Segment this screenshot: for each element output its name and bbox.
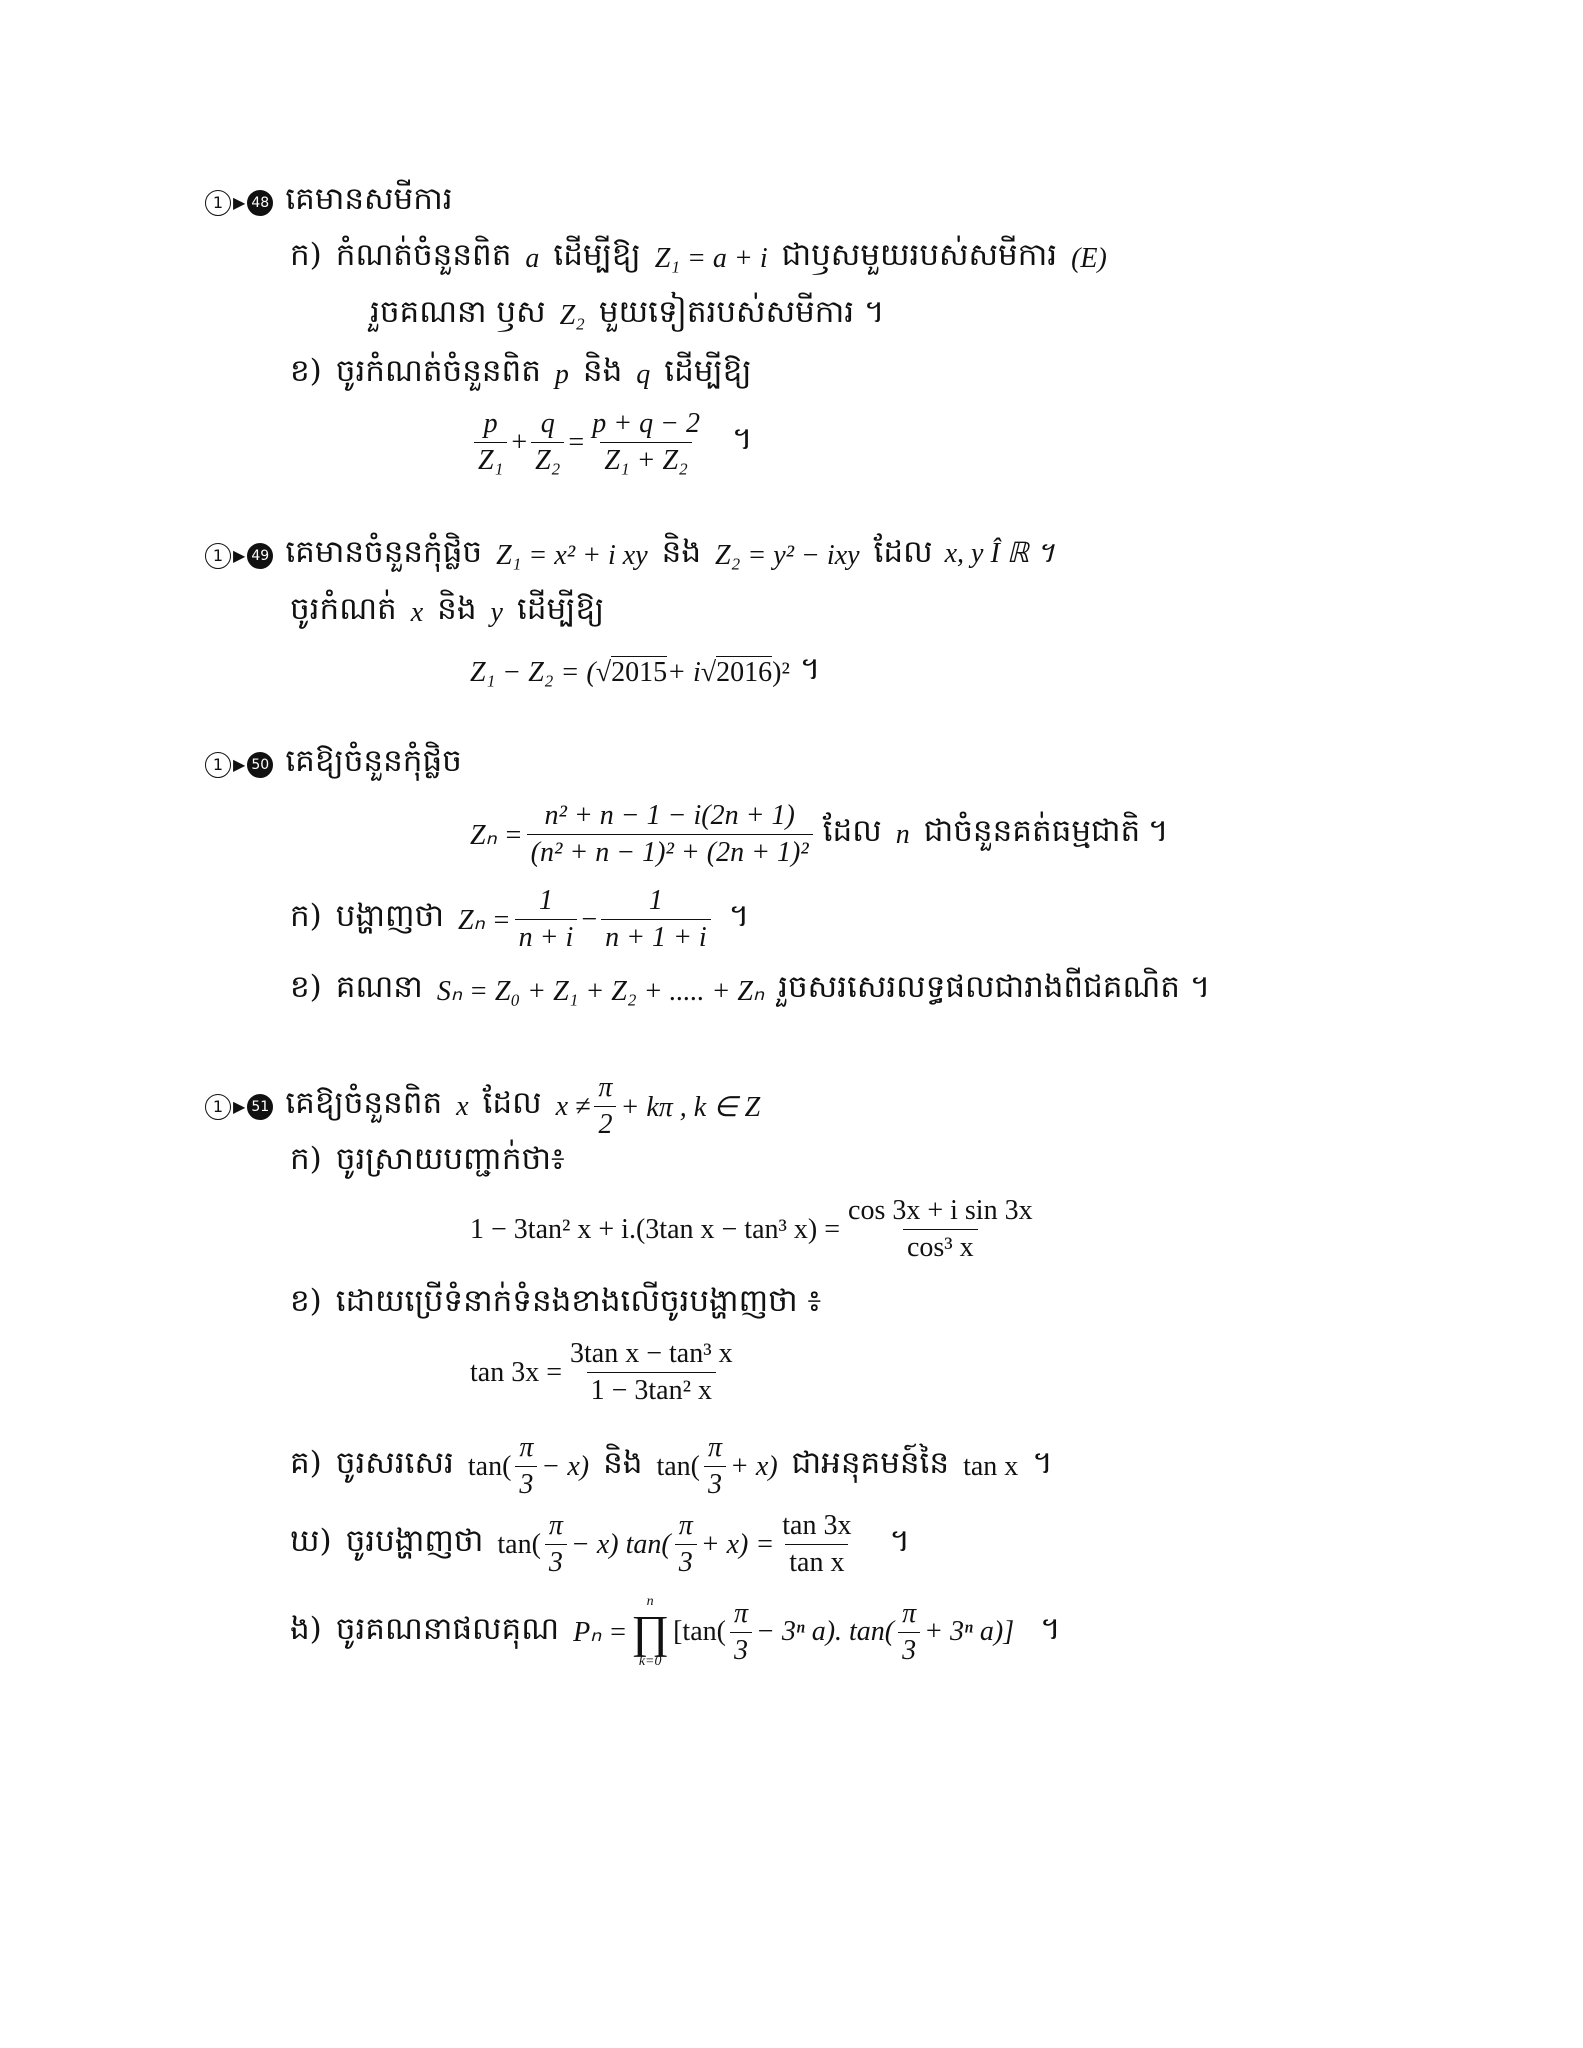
arrow-icon: ▶	[233, 1097, 246, 1116]
problem-51-part-a: ក) ចូរស្រាយបញ្ជាក់ថា៖	[290, 1141, 565, 1177]
product-symbol: n ∏ k=0	[631, 1594, 670, 1669]
problem-49-equation: Z₁ − Z₂ = ( √2015 + i √2016 )² ។	[470, 651, 821, 688]
problem-50-part-b: ខ) គណនា Sₙ = Z₀ + Z₁ + Z₂ + ..... + Zₙ រួចសរសេរលទ្ធផលជារាងពីជគណិត ។	[290, 969, 1211, 1007]
problem-48-equation: $\frac{p}{\text{Z₁}}$ + $\frac{q}{\text{Z₂}}$ = $\frac{p + q - 2}{\text{Z₁ + Z₂}}$ ។	[470, 408, 752, 477]
arrow-icon: ▶	[233, 546, 246, 565]
problem-number: 1 ▶ 51	[205, 1094, 273, 1120]
problem-51-part-a-equation: 1 − 3tan² x + i.(3tan x − tan³ x) = $\frac{\text{cos 3x + i sin 3x}}{\text{cos³ x}}$	[470, 1195, 1033, 1263]
arrow-icon: ▶	[233, 193, 246, 212]
problem-50-part-a: ក) បង្ហាញថា Zₙ = $\frac{1}{n + i}$ − $\frac{1}{n + 1 + i}$ ។	[290, 885, 750, 953]
problem-51-part-b: ខ) ដោយប្រើទំនាក់ទំនងខាងលើចូរបង្ហាញថា ៖	[290, 1283, 822, 1319]
arrow-icon: ▶	[233, 755, 246, 774]
problem-50-zn: Zₙ = $\frac{\text{n² + n − 1 − i(2n + 1)}}{\text{(n² + n − 1)² + (2n + 1)²}}$ ដែល n ជាចំនួនគត់ធម្មជាតិ ។	[470, 800, 1169, 868]
problem-51-part-c: គ) ចូរសរសេរ tan( $\frac{\pi}{3}$ − x) និង tan( $\frac{\pi}{3}$ + x) ជាអនុគមន៍នៃ tan x ។	[290, 1432, 1053, 1500]
problem-48-part-a-line2: រួចគណនា ឫស Z₂ មួយទៀតរបស់សមីការ ។	[370, 294, 885, 331]
problem-number: 1 ▶ 49	[205, 543, 273, 569]
problem-48-part-a: ក) កំណត់ចំនួនពិត a ដើម្បីឱ្យ Z₁ = a + i ជាឫសមួយរបស់សមីការ (E)	[290, 237, 1107, 274]
problem-51-header: 1 ▶ 51 គេឱ្យចំនួនពិត x ដែល x ≠ $\frac{\pi}{2}$ + kπ , k ∈ Z	[205, 1072, 760, 1141]
problem-49-line2: ចូរកំណត់ x និង y ដើម្បីឱ្យ	[290, 591, 605, 628]
problem-50-header: 1 ▶ 50 គេឱ្យចំនួនកុំផ្លិច	[205, 742, 462, 787]
problem-number: 1 ▶ 48	[205, 190, 273, 216]
problem-48-part-b: ខ) ចូរកំណត់ចំនួនពិត p និង q ដើម្បីឱ្យ	[290, 353, 752, 390]
problem-48-header: 1 ▶ 48 គេមានសមីការ	[205, 180, 453, 225]
problem-51-part-d: ឃ) ចូរបង្ហាញថា tan( $\frac{\pi}{3}$ − x) tan( $\frac{\pi}{3}$ + x) = $\frac{\tan 3x}{\text{tan x}}$ ។	[290, 1510, 910, 1578]
problem-49-header: 1 ▶ 49 គេមានចំនួនកុំផ្លិច Z₁ = x² + i xy និង Z₂ = y² − ixy ដែល x, y Î ℝ ។	[205, 533, 1054, 578]
problem-number: 1 ▶ 50	[205, 752, 273, 778]
problem-51-part-b-equation: tan 3x = $\frac{\text{3tan x − tan³ x}}{\text{1 − 3tan² x}}$	[470, 1338, 733, 1406]
problem-51-part-e: ង) ចូរគណនាផលគុណ Pₙ = n ∏ k=0 [tan( $\frac{\pi}{3}$ − 3ⁿ a). tan( $\frac{\pi}{3}$ + 3ⁿ a)] ។	[290, 1594, 1061, 1669]
